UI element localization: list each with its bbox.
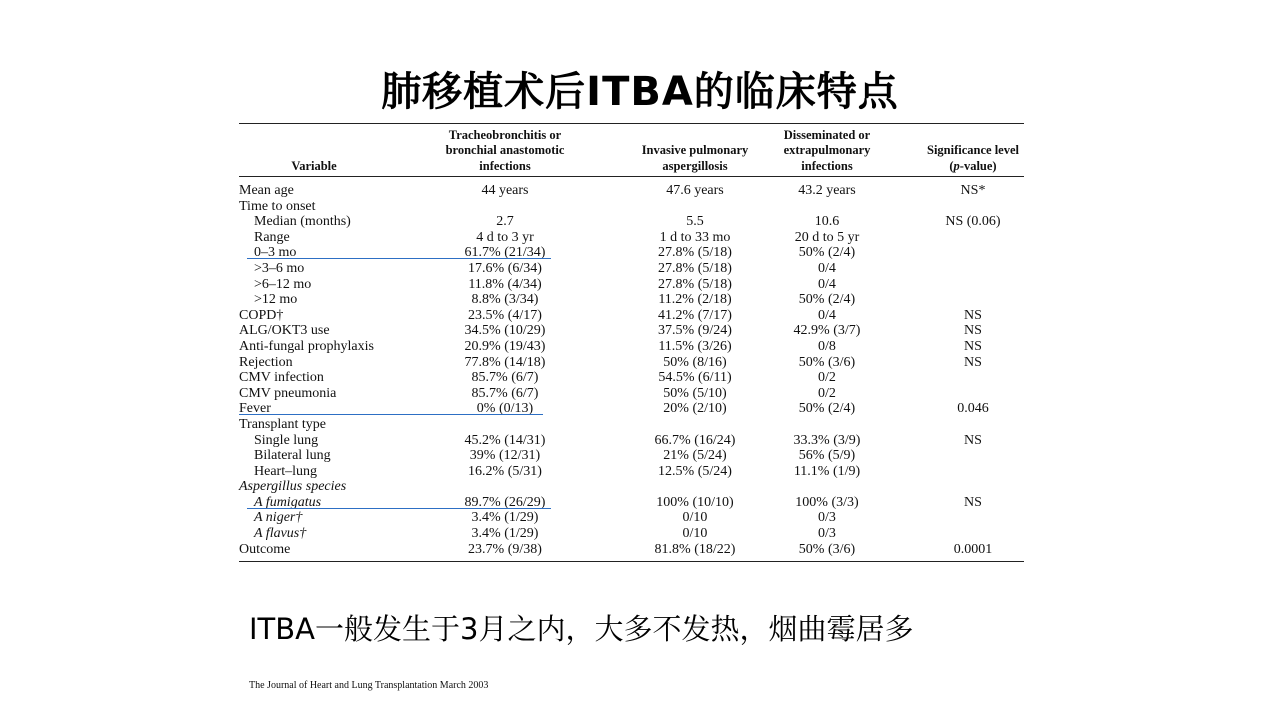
table-row bbox=[239, 526, 1024, 542]
cell-c4: 0.046 bbox=[957, 401, 989, 417]
table-row bbox=[239, 230, 1024, 246]
cell-c2: 0/10 bbox=[682, 526, 708, 542]
table-row bbox=[239, 308, 1024, 324]
annotation-underline bbox=[247, 258, 551, 259]
cell-c3: 50% (3/6) bbox=[798, 354, 856, 370]
cell-c2: 37.5% (9/24) bbox=[658, 323, 732, 339]
column-header-2 bbox=[611, 143, 779, 174]
row-label: Bilateral lung bbox=[254, 448, 331, 464]
row-label: >3–6 mo bbox=[254, 260, 305, 276]
cell-c2: 0/10 bbox=[682, 510, 708, 526]
cell-c2: 50% (8/16) bbox=[663, 354, 727, 370]
cell-c1: 61.7% (21/34) bbox=[464, 245, 546, 261]
cell-c1: 23.7% (9/38) bbox=[468, 541, 542, 557]
cell-c3: 50% (2/4) bbox=[798, 292, 856, 308]
cell-c1: 39% (12/31) bbox=[469, 448, 541, 464]
table-row bbox=[239, 479, 1024, 495]
table-bottom-rule bbox=[239, 561, 1024, 562]
table-row bbox=[239, 214, 1024, 230]
table-row bbox=[239, 261, 1024, 277]
row-label: 0–3 mo bbox=[254, 245, 297, 261]
cell-c1: 23.5% (4/17) bbox=[468, 307, 542, 323]
cell-c1: 0% (0/13) bbox=[476, 401, 534, 417]
cell-c3: 0/3 bbox=[818, 526, 836, 542]
row-label: Outcome bbox=[239, 541, 291, 557]
cell-c2: 21% (5/24) bbox=[663, 448, 727, 464]
cell-c4: NS (0.06) bbox=[945, 214, 1001, 230]
row-label: Single lung bbox=[254, 432, 319, 448]
column-header-4 bbox=[909, 143, 1037, 174]
cell-c2: 27.8% (5/18) bbox=[658, 245, 732, 261]
annotation-underline bbox=[247, 508, 551, 509]
source-citation: The Journal of Heart and Lung Transplantation March 2003 bbox=[249, 680, 489, 691]
cell-c1: 3.4% (1/29) bbox=[471, 510, 539, 526]
cell-c1: 16.2% (5/31) bbox=[468, 463, 542, 479]
row-label: Mean age bbox=[239, 183, 294, 198]
cell-c4: 0.0001 bbox=[953, 541, 993, 557]
cell-c4: NS bbox=[964, 323, 982, 339]
table-row bbox=[239, 464, 1024, 480]
column-header-line: extrapulmonary bbox=[783, 143, 871, 157]
cell-c1: 17.6% (6/34) bbox=[468, 260, 542, 276]
cell-c2: 54.5% (6/11) bbox=[658, 370, 732, 386]
cell-c3: 0/8 bbox=[818, 338, 836, 354]
cell-c3: 43.2 years bbox=[798, 183, 856, 198]
cell-c1: 44 years bbox=[481, 183, 529, 198]
column-header-1 bbox=[399, 128, 611, 175]
cell-c1: 4 d to 3 yr bbox=[476, 229, 534, 245]
row-label: Heart–lung bbox=[254, 463, 317, 479]
cell-c3: 10.6 bbox=[814, 214, 840, 230]
column-header-line: (p-value) bbox=[949, 158, 997, 173]
cell-c1: 85.7% (6/7) bbox=[471, 385, 539, 401]
cell-c2: 1 d to 33 mo bbox=[659, 229, 731, 245]
cell-c1: 77.8% (14/18) bbox=[464, 354, 546, 370]
table-row bbox=[239, 292, 1024, 308]
row-label: Transplant type bbox=[239, 416, 326, 432]
row-label: A flavus† bbox=[254, 526, 307, 542]
cell-c3: 42.9% (3/7) bbox=[793, 323, 861, 339]
table-row bbox=[239, 401, 1024, 417]
column-header-line: bronchial anastomotic bbox=[445, 143, 565, 157]
column-header-line: Tracheobronchitis or bbox=[448, 127, 562, 142]
table-row bbox=[239, 245, 1024, 261]
cell-c3: 0/2 bbox=[818, 370, 836, 386]
cell-c4: NS bbox=[964, 432, 982, 448]
cell-c2: 81.8% (18/22) bbox=[654, 541, 736, 557]
cell-c2: 27.8% (5/18) bbox=[658, 260, 732, 276]
cell-c2: 100% (10/10) bbox=[656, 494, 734, 510]
row-label: Rejection bbox=[239, 354, 293, 370]
cell-c1: 20.9% (19/43) bbox=[464, 338, 546, 354]
cell-c4: NS bbox=[964, 307, 982, 323]
column-header-0 bbox=[239, 159, 389, 175]
cell-c4: NS bbox=[964, 354, 982, 370]
cell-c2: 20% (2/10) bbox=[663, 401, 727, 417]
cell-c3: 50% (2/4) bbox=[798, 245, 856, 261]
table-row bbox=[239, 183, 1024, 199]
cell-c1: 11.8% (4/34) bbox=[468, 276, 542, 292]
cell-c3: 50% (3/6) bbox=[798, 541, 856, 557]
table-row bbox=[239, 277, 1024, 293]
cell-c3: 0/3 bbox=[818, 510, 836, 526]
row-label: COPD† bbox=[239, 307, 284, 323]
cell-c3: 20 d to 5 yr bbox=[794, 229, 860, 245]
table-body bbox=[239, 177, 1024, 557]
row-label: Fever bbox=[239, 401, 271, 417]
cell-c4: NS bbox=[964, 494, 982, 510]
column-header-line: aspergillosis bbox=[662, 158, 728, 173]
annotation-underline bbox=[239, 414, 543, 415]
cell-c1: 8.8% (3/34) bbox=[471, 292, 539, 308]
cell-c2: 50% (5/10) bbox=[663, 385, 727, 401]
cell-c3: 50% (2/4) bbox=[798, 401, 856, 417]
column-header-line: Invasive pulmonary bbox=[641, 143, 749, 157]
table-row bbox=[239, 355, 1024, 371]
clinical-features-table bbox=[239, 123, 1024, 562]
row-label: A niger† bbox=[254, 510, 303, 526]
slide-title: 肺移植术后ITBA的临床特点 bbox=[381, 69, 899, 115]
row-label: >6–12 mo bbox=[254, 276, 312, 292]
row-label: CMV infection bbox=[239, 370, 324, 386]
cell-c2: 27.8% (5/18) bbox=[658, 276, 732, 292]
row-label: Range bbox=[254, 229, 290, 245]
column-header-line: Disseminated or bbox=[783, 127, 871, 142]
table-row bbox=[239, 323, 1024, 339]
cell-c3: 0/2 bbox=[818, 385, 836, 401]
table-header bbox=[239, 124, 1024, 176]
cell-c2: 11.5% (3/26) bbox=[658, 338, 732, 354]
cell-c2: 47.6 years bbox=[666, 183, 724, 198]
table-row bbox=[239, 495, 1024, 511]
row-label: Time to onset bbox=[239, 198, 316, 214]
column-header-line: infections bbox=[479, 158, 531, 173]
row-label: A fumigatus bbox=[254, 494, 322, 510]
table-row bbox=[239, 417, 1024, 433]
cell-c1: 34.5% (10/29) bbox=[464, 323, 546, 339]
table-row bbox=[239, 386, 1024, 402]
cell-c3: 0/4 bbox=[818, 260, 836, 276]
table-row bbox=[239, 199, 1024, 215]
cell-c3: 0/4 bbox=[818, 276, 836, 292]
row-label: Anti-fungal prophylaxis bbox=[239, 338, 374, 354]
table-row bbox=[239, 433, 1024, 449]
cell-c4: NS* bbox=[960, 183, 986, 198]
table-row bbox=[239, 370, 1024, 386]
cell-c2: 12.5% (5/24) bbox=[658, 463, 732, 479]
row-label: Aspergillus species bbox=[239, 479, 347, 495]
column-header-line: Variable bbox=[291, 158, 337, 173]
table-row bbox=[239, 339, 1024, 355]
row-label: Median (months) bbox=[254, 214, 351, 230]
table-row bbox=[239, 448, 1024, 464]
column-header-line: infections bbox=[801, 158, 853, 173]
cell-c1: 85.7% (6/7) bbox=[471, 370, 539, 386]
cell-c2: 11.2% (2/18) bbox=[658, 292, 732, 308]
column-header-3 bbox=[759, 128, 895, 175]
table-row bbox=[239, 510, 1024, 526]
cell-c2: 5.5 bbox=[686, 214, 704, 230]
slide-caption: ITBA一般发生于3月之内，大多不发热，烟曲霉居多 bbox=[249, 612, 914, 646]
cell-c1: 2.7 bbox=[496, 214, 514, 230]
cell-c3: 0/4 bbox=[818, 307, 836, 323]
cell-c2: 41.2% (7/17) bbox=[658, 307, 732, 323]
row-label: CMV pneumonia bbox=[239, 385, 337, 401]
cell-c4: NS bbox=[964, 338, 982, 354]
cell-c2: 66.7% (16/24) bbox=[654, 432, 736, 448]
column-header-line: Significance level bbox=[927, 143, 1019, 157]
cell-c3: 56% (5/9) bbox=[798, 448, 856, 464]
cell-c3: 33.3% (3/9) bbox=[793, 432, 861, 448]
cell-c1: 3.4% (1/29) bbox=[471, 526, 539, 542]
row-label: >12 mo bbox=[254, 292, 298, 308]
cell-c1: 89.7% (26/29) bbox=[464, 494, 546, 510]
cell-c3: 100% (3/3) bbox=[795, 494, 859, 510]
cell-c3: 11.1% (1/9) bbox=[793, 463, 861, 479]
table-row bbox=[239, 542, 1024, 558]
row-label: ALG/OKT3 use bbox=[239, 323, 330, 339]
cell-c1: 45.2% (14/31) bbox=[464, 432, 546, 448]
